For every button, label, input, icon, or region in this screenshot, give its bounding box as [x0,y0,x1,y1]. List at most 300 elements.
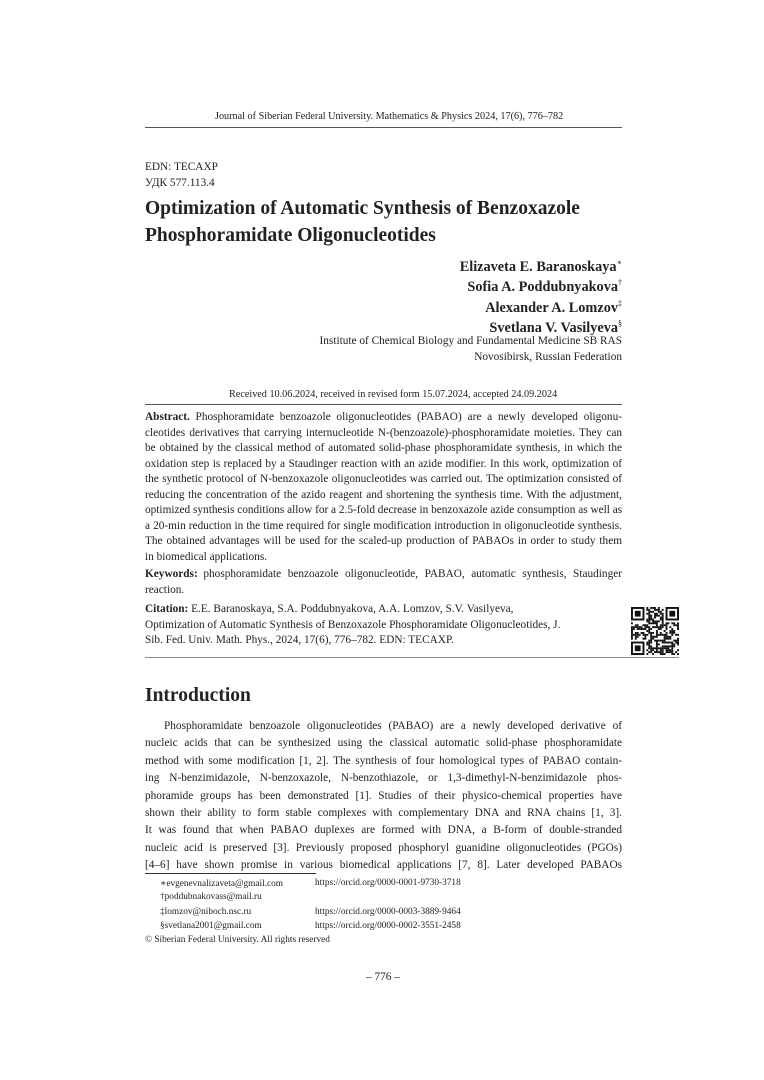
edn: EDN: TECAXP [145,161,218,173]
qr-module [667,642,669,644]
qr-module [648,643,650,645]
qr-module [650,636,652,638]
qr-module [648,651,650,653]
introduction-text: nucleic acids that can be synthesized using the classical automatic solid-phase phosphoramidate [145,737,622,750]
qr-module [669,632,671,634]
qr-module [652,611,654,613]
qr-module [656,647,658,649]
qr-module [664,630,666,632]
qr-module [650,607,652,609]
qr-module [631,632,633,634]
qr-module [648,622,650,624]
qr-module [666,632,668,634]
qr-module [643,634,645,636]
abstract-text: Phosphoramidate benzoazole oligonucleotides (PABAO) are a newly developed oligonu- [195,411,622,423]
qr-module [646,624,648,626]
qr-module [646,619,648,621]
qr-module [652,619,654,621]
qr-module [671,645,673,647]
qr-module [641,632,643,634]
qr-module [650,622,652,624]
qr-module [667,651,669,653]
abstract-line [145,472,622,486]
qr-module [656,642,658,644]
abstract-text: The obtained advantages will be used for the scaled-up production of PABAOs in order to study them [145,535,622,547]
qr-module [675,640,677,642]
abstract-line [145,534,622,548]
qr-module [669,645,671,647]
footnote-email: †poddubnakovass@mail.ru [160,892,262,903]
qr-module [664,636,666,638]
introduction-line [145,823,622,837]
qr-module [656,630,658,632]
qr-module [644,628,646,630]
citation-text: Sib. Fed. Univ. Math. Phys., 2024, 17(6), 776–782. EDN: TECAXP. [145,634,454,646]
qr-module [675,651,677,653]
qr-module [631,622,633,624]
title-line-1: Optimization of Automatic Synthesis of Benzoxazole [145,198,580,219]
qr-module [671,642,673,644]
qr-module [652,647,654,649]
copyright: © Siberian Federal University. All rights reserved [145,935,330,945]
qr-module [673,640,675,642]
qr-module [631,638,633,640]
abstract-line [145,503,622,517]
qr-module [639,626,641,628]
qr-module [656,615,658,617]
qr-module [669,638,671,640]
qr-module [660,640,662,642]
abstract-line [145,426,622,440]
author-footnote-mark: † [618,278,622,288]
author-name [460,258,622,276]
qr-module [666,645,668,647]
qr-module [637,624,639,626]
qr-module [650,628,652,630]
qr-module [671,649,673,651]
qr-module [637,626,639,628]
qr-module [635,634,637,636]
qr-module [654,640,656,642]
qr-module [662,626,664,628]
abstract-line [145,488,622,502]
qr-module [673,653,675,655]
abstract-text: the synthetic protocol of N-benzoxazole oligonucleotides was carried out. The optimization consisted of [145,473,622,485]
qr-module [656,624,658,626]
section-heading-introduction: Introduction [145,685,251,706]
qr-module [654,622,656,624]
qr-module [652,638,654,640]
qr-module [669,642,671,644]
qr-module [654,620,656,622]
qr-module [650,634,652,636]
author-name-text: Elizaveta E. Baranoskaya [459,258,617,275]
qr-module [671,630,673,632]
qr-module [648,626,650,628]
qr-module [644,634,646,636]
running-head: Journal of Siberian Federal University. Mathematics & Physics 2024, 17(6), 776–782 [215,111,564,122]
qr-module [677,624,679,626]
qr-module [662,617,664,619]
qr-module [646,643,648,645]
qr-module [660,651,662,653]
qr-module [660,619,662,621]
footnote-email: ‡lomzov@niboch.nsc.ru [160,906,252,917]
qr-module [648,611,650,613]
qr-module [673,645,675,647]
introduction-text: shown their ability to form stable complexes with complementary DNA and RNA chains [1, 3]. [145,807,622,819]
abstract-text: cleotides derivatives that carrying internucleotide N-(benzoazole)-phosphoramidate moieties. They can [145,426,622,439]
qr-module [650,619,652,621]
footnote-email: ∗evgenevnalizaveta@gmail.com [160,879,284,889]
qr-module [658,647,660,649]
qr-module [662,649,664,651]
abstract-text: in biomedical applications. [145,550,268,563]
qr-module [643,638,645,640]
qr-module [667,647,669,649]
qr-module [671,651,673,653]
abstract-line [145,519,622,533]
qr-module [656,651,658,653]
keywords-line [145,583,184,597]
qr-module [664,640,666,642]
qr-module [677,634,679,636]
author-name-text: Svetlana V. Vasilyeva [489,319,618,336]
qr-module [662,619,664,621]
qr-module [669,651,671,653]
qr-module [633,628,635,630]
qr-module [664,645,666,647]
qr-module [643,628,645,630]
introduction-line [145,771,622,785]
qr-module [646,630,648,632]
qr-module [650,651,652,653]
qr-module [658,651,660,653]
qr-module [648,640,650,642]
footnote-orcid-link[interactable]: https://orcid.org/0000-0001-9730-3718 [315,878,461,888]
qr-module [641,626,643,628]
citation-line [145,633,454,647]
qr-module [633,634,635,636]
qr-module [639,634,641,636]
introduction-line [145,789,622,803]
qr-module [656,634,658,636]
qr-module [660,617,662,619]
qr-module [675,634,677,636]
abstract-line [145,410,622,424]
qr-module [662,620,664,622]
qr-module [643,624,645,626]
qr-module [650,642,652,644]
qr-module [667,638,669,640]
footnote-rule [145,873,316,874]
qr-module [648,613,650,615]
qr-module [662,642,664,644]
qr-module [646,649,648,651]
qr-module [662,647,664,649]
qr-module [637,636,639,638]
qr-module [635,626,637,628]
qr-module [660,634,662,636]
qr-module [646,634,648,636]
qr-module [646,626,648,628]
qr-module [648,615,650,617]
abstract-text: optimized synthesis conditions allow for a 2.5-fold decrease in benzoxazole azide consumption as well as [145,504,623,516]
qr-module [633,626,635,628]
qr-module [652,626,654,628]
qr-module [660,632,662,634]
qr-module [656,620,658,622]
qr-module [637,632,639,634]
qr-module [673,630,675,632]
qr-module [658,628,660,630]
qr-module [671,653,673,655]
qr-module [662,653,664,655]
qr-module [667,622,669,624]
qr-module [662,615,664,617]
qr-module [666,624,668,626]
qr-module [671,634,673,636]
qr-module [662,613,664,615]
citation-label: Citation: [145,603,189,615]
qr-module [631,626,633,628]
qr-module [662,645,664,647]
qr-module [660,649,662,651]
qr-module [660,611,662,613]
udk: УДК 577.113.4 [145,177,215,189]
qr-module [664,647,666,649]
introduction-line [145,806,622,820]
introduction-text: method with some modification [1, 2]. The synthesis of four homological types of PABAO contain- [145,754,622,767]
qr-module [654,647,656,649]
qr-module [667,645,669,647]
qr-module [650,638,652,640]
qr-module [654,651,656,653]
introduction-text: phoramide groups has been demonstrated [1]. Studies of their physico-chemical properties have [145,789,622,802]
qr-module [667,636,669,638]
qr-module [666,638,668,640]
keywords-text: reaction. [145,583,185,596]
qr-module [648,620,650,622]
page-number: – 776 – [366,971,400,983]
qr-module [677,642,679,644]
qr-module [677,628,679,630]
qr-module [654,626,656,628]
qr-module [666,649,668,651]
qr-module [669,636,671,638]
author-name [489,319,622,337]
qr-module [662,622,664,624]
introduction-text: [4–6] have shown promise in various biomedical applications [7, 8]. Later developed PABAOs [145,859,622,872]
affiliation-city: Novosibirsk, Russian Federation [474,351,622,363]
qr-module [660,613,662,615]
author-name [485,299,622,317]
qr-module [673,624,675,626]
citation-line [145,602,514,616]
qr-module [641,628,643,630]
qr-module [666,634,668,636]
abstract-top-rule [145,404,622,405]
keywords-line [145,567,622,581]
keywords-label: Keywords: [145,568,198,580]
dates: Received 10.06.2024, received in revised form 15.07.2024, accepted 24.09.2024 [229,389,558,400]
qr-module [637,628,639,630]
introduction-line [145,858,622,872]
introduction-line [164,719,622,733]
qr-module [656,609,658,611]
qr-module [669,630,671,632]
qr-module [656,622,658,624]
qr-module [658,609,660,611]
qr-module [650,615,652,617]
qr-module [658,626,660,628]
introduction-text: ing N-benzimidazole, N-benzoxazole, N-benzothiazole, or 1,3-dimethyl-N-benzimidazole phos- [145,772,622,785]
footnote-email: §svetlana2001@gmail.com [160,920,262,931]
qr-module [673,632,675,634]
qr-module [637,634,639,636]
qr-module [671,622,673,624]
qr-module [648,617,650,619]
qr-module [656,640,658,642]
qr-module [654,636,656,638]
footnote-orcid-link[interactable]: https://orcid.org/0000-0003-3889-9464 [315,906,461,917]
qr-module [677,649,679,651]
introduction-line [145,736,622,750]
qr-module [654,617,656,619]
introduction-text: It was found that when PABAO duplexes are formed with DNA, a B-form of double-stranded [145,824,622,837]
qr-code [631,607,679,655]
author-name-text: Alexander A. Lomzov [485,299,618,316]
author-footnote-mark: § [618,318,622,328]
qr-module [677,653,679,655]
qr-module [660,624,662,626]
abstract-text: oxidation step is replaced by a Staudinger reaction with an azide modifier. In this work, optimization of [145,457,622,470]
qr-module [648,647,650,649]
qr-module [666,651,668,653]
qr-module [677,626,679,628]
qr-module [664,638,666,640]
introduction-line [145,754,622,768]
qr-module [660,628,662,630]
qr-module [664,642,666,644]
qr-module [650,617,652,619]
qr-module [669,626,671,628]
qr-module [658,640,660,642]
qr-module [660,626,662,628]
qr-module [652,620,654,622]
qr-module [673,622,675,624]
qr-module [648,628,650,630]
qr-module [656,643,658,645]
qr-module [644,624,646,626]
abstract-line [145,550,267,564]
qr-module [666,636,668,638]
introduction-text: nucleic acid is preserved [3]. Previously proposed phosphoryl guanidine oligonucleotides (PGOs) [145,841,622,854]
qr-module [654,615,656,617]
qr-module [648,609,650,611]
qr-module [677,643,679,645]
qr-module [671,643,673,645]
abstract-label: Abstract. [145,411,190,423]
qr-module [656,632,658,634]
affiliation-institute: Institute of Chemical Biology and Fundamental Medicine SB RAS [319,335,622,347]
citation-line [145,618,560,632]
qr-module [652,622,654,624]
qr-module [656,649,658,651]
author-footnote-mark: ∗ [616,258,622,267]
abstract-line [145,441,622,455]
author-name-text: Sofia A. Poddubnyakova [467,279,618,296]
qr-module [652,632,654,634]
qr-module [656,626,658,628]
qr-module [652,607,654,609]
qr-module [650,632,652,634]
qr-module [635,632,637,634]
qr-module [652,649,654,651]
qr-module [666,647,668,649]
qr-module [660,647,662,649]
qr-module [662,624,664,626]
qr-module [635,638,637,640]
qr-module [646,607,648,609]
qr-module [650,647,652,649]
qr-module [664,624,666,626]
qr-module [677,622,679,624]
qr-module [648,642,650,644]
qr-module [648,630,650,632]
qr-module [658,643,660,645]
qr-module [656,636,658,638]
author-footnote-mark: ‡ [618,298,622,308]
qr-module [646,613,648,615]
qr-module [660,653,662,655]
qr-module [662,634,664,636]
title-line-2: Phosphoramidate Oligonucleotides [145,225,436,246]
qr-module [677,640,679,642]
citation-text: Optimization of Automatic Synthesis of Benzoxazole Phosphoramidate Oligonucleotides, J. [145,618,561,631]
qr-module [677,638,679,640]
header-rule [145,127,622,128]
qr-module [664,634,666,636]
abstract-text: be obtained by the classical method of automated solid-phase phosphoramidate synthesis, in which the [145,442,622,454]
footnote-orcid-link[interactable]: https://orcid.org/0000-0002-3551-2458 [315,920,461,931]
qr-module [635,624,637,626]
keywords-text: phosphoramidate benzoazole oligonucleotide, PABAO, automatic synthesis, Staudinger [203,568,622,580]
abstract-line [145,457,622,471]
qr-module [650,649,652,651]
qr-module [666,622,668,624]
qr-module [675,624,677,626]
abstract-text: a 20-min reduction in the time required for single modification introduction in oligonucleotide synthesis. [145,519,622,532]
qr-module [666,642,668,644]
qr-module [671,628,673,630]
qr-module [648,632,650,634]
qr-module [654,609,656,611]
introduction-line [145,841,622,855]
qr-module [631,628,633,630]
qr-module [658,615,660,617]
qr-module [639,628,641,630]
qr-module [656,645,658,647]
qr-module [669,649,671,651]
qr-module [644,638,646,640]
qr-module [675,642,677,644]
abstract-bottom-rule [145,657,679,658]
introduction-text: Phosphoramidate benzoazole oligonucleotides (PABAO) are a newly developed derivative of [164,720,622,732]
qr-module [631,630,633,632]
qr-module [650,645,652,647]
qr-module [650,611,652,613]
